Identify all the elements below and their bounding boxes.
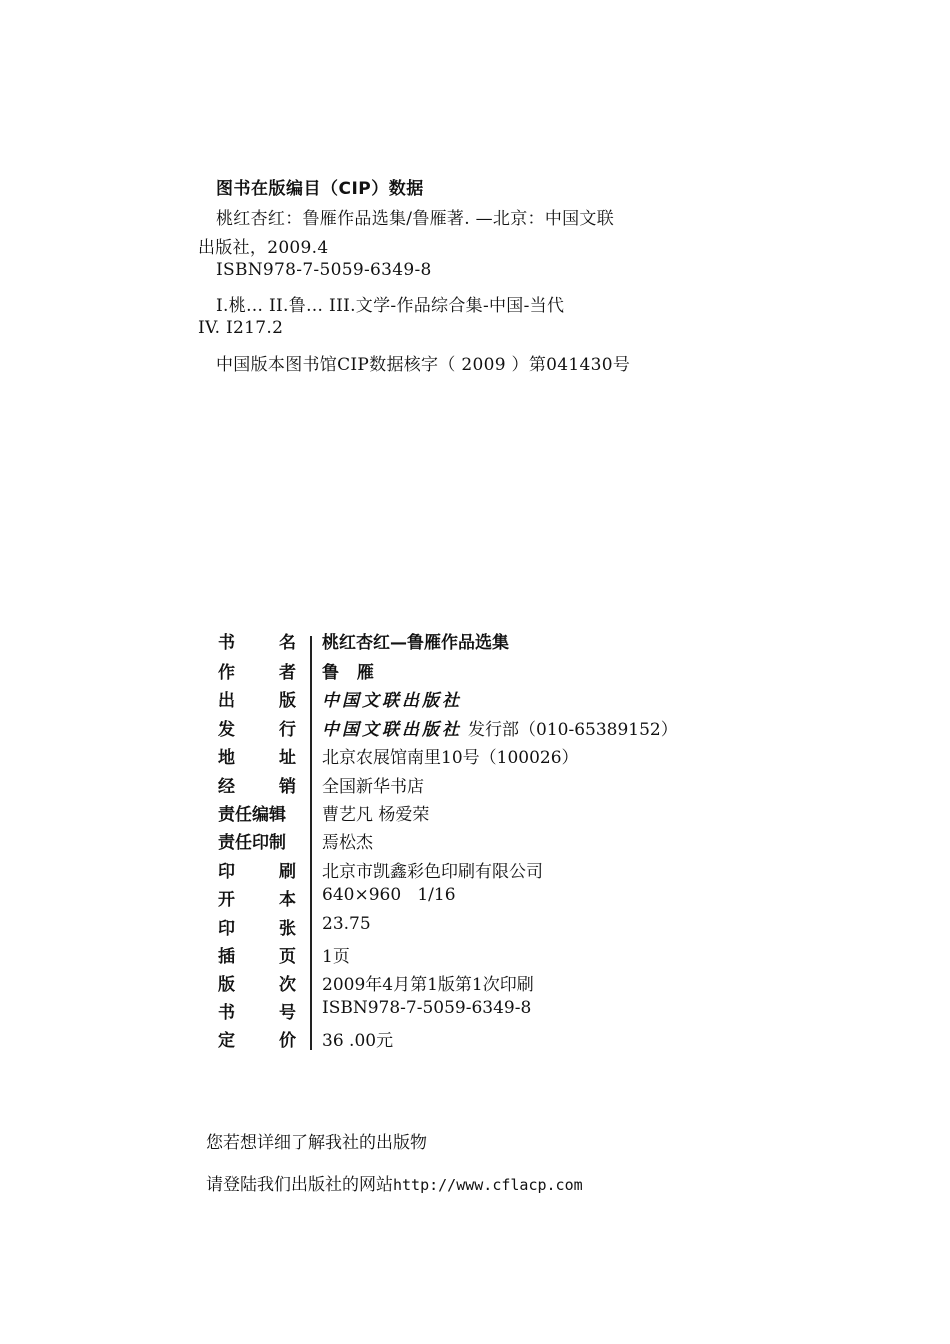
printer: 北京市凯鑫彩色印刷有限公司 bbox=[322, 862, 543, 882]
book-title: 桃红杏红—鲁雁作品选集 bbox=[322, 633, 509, 653]
cip-line: 出版社，2009.4 bbox=[198, 238, 329, 258]
responsible-editors: 曹艺凡 杨爱荣 bbox=[322, 805, 430, 825]
address: 北京农展馆南里10号（100026） bbox=[322, 748, 579, 768]
info-row-isbn: 书 号 ISBN978-7-5059-6349-8 bbox=[218, 998, 532, 1023]
price: 36 .00元 bbox=[322, 1031, 394, 1051]
info-row-author: 作 者 鲁 雁 bbox=[218, 658, 778, 686]
info-row-sales: 经 销 全国新华书店 bbox=[218, 772, 778, 800]
cip-title: 图书在版编目（CIP）数据 bbox=[216, 179, 424, 199]
info-row-edition: 版 次 2009年4月第1版第1次印刷 bbox=[218, 970, 778, 998]
footer-line-2 bbox=[206, 1170, 583, 1195]
publisher-logo-text: 中国文联出版社 bbox=[322, 691, 462, 711]
info-row-publisher: 出 版 中国文联出版社 bbox=[218, 686, 778, 714]
printed-sheets: 23.75 bbox=[322, 914, 371, 934]
distributor-logo-text: 中国文联出版社 bbox=[322, 720, 462, 740]
inserted-pages: 1页 bbox=[322, 947, 350, 967]
author: 鲁 雁 bbox=[322, 663, 380, 683]
info-row-title: 书 名 桃红杏红—鲁雁作品选集 bbox=[218, 628, 778, 656]
info-row-distribution: 发 行 中国文联出版社 发行部（010-65389152） bbox=[218, 720, 678, 740]
info-row-printer: 印 刷 北京市凯鑫彩色印刷有限公司 bbox=[218, 857, 778, 885]
sales-channel: 全国新华书店 bbox=[322, 777, 424, 797]
cip-record-number: 中国版本图书馆CIP数据核字（ 2009 ）第041430号 bbox=[216, 355, 631, 375]
info-row-sheets: 印 张 23.75 bbox=[218, 914, 371, 939]
distribution-dept-phone: 发行部（010-65389152） bbox=[468, 720, 678, 740]
info-row-format: 开 本 640×960 1/16 bbox=[218, 885, 456, 910]
isbn: ISBN978-7-5059-6349-8 bbox=[322, 998, 532, 1018]
website-link[interactable]: http://www.cflacp.com bbox=[393, 1176, 583, 1194]
info-row-address: 地 址 北京农展馆南里10号（100026） bbox=[218, 743, 778, 771]
info-row-plates: 插 页 1页 bbox=[218, 942, 778, 970]
info-row-print-supervisor: 责任印制 焉松杰 bbox=[218, 828, 778, 856]
footer-website-text: 请登陆我们出版社的网站 bbox=[206, 1175, 393, 1195]
footer-line-1: 您若想详细了解我社的出版物 bbox=[206, 1133, 427, 1153]
cip-isbn: ISBN978-7-5059-6349-8 bbox=[216, 260, 432, 280]
cip-line: 桃红杏红：鲁雁作品选集/鲁雁著. —北京：中国文联 bbox=[216, 209, 615, 229]
edition: 2009年4月第1版第1次印刷 bbox=[322, 975, 534, 995]
cip-classification: I.桃… II.鲁… III.文学-作品综合集-中国-当代 bbox=[216, 296, 565, 316]
print-supervisor: 焉松杰 bbox=[322, 833, 373, 853]
info-row-price: 定 价 36 .00元 bbox=[218, 1026, 778, 1054]
cip-class-number: IV. I217.2 bbox=[198, 318, 284, 338]
format-size: 640×960 1/16 bbox=[322, 885, 456, 905]
info-row-editor: 责任编辑 曹艺凡 杨爱荣 bbox=[218, 800, 778, 828]
